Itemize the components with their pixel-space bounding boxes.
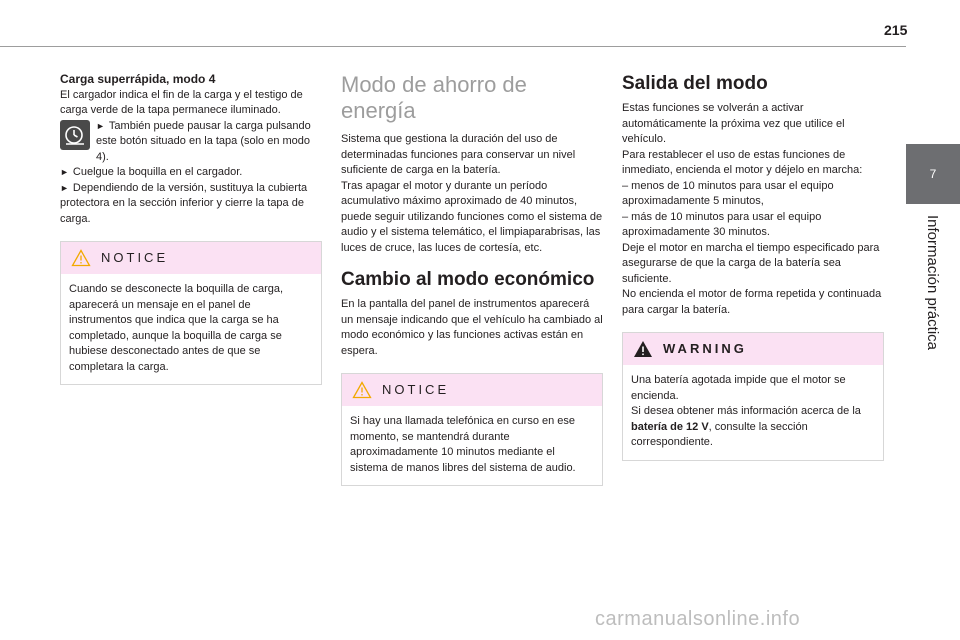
warning-text-reference: Si desea obtener más información acerca de la batería de 12 V, consulte la sección correspondiente. [631, 405, 861, 448]
bullet-text: Dependiendo de la versión, sustituya la cubierta protectora en la sección inferior y cierre la tapa de carga. [60, 181, 308, 225]
column-exit-mode [622, 72, 884, 461]
paragraph: Para restablecer el uso de estas funciones de inmediato, encienda el motor y déjelo en marcha: [622, 148, 863, 176]
bullet-with-icon [60, 119, 322, 166]
bullet-arrow-icon: ► [60, 167, 69, 177]
paragraph: El cargador indica el fin de la carga y el testigo de carga verde de la tapa permanece iluminado. [60, 88, 303, 116]
chapter-title-text: Información práctica [924, 214, 942, 350]
warning-label: WARNING [663, 341, 747, 357]
notice-box [341, 373, 603, 486]
paragraph: Deje el motor en marcha el tiempo especificado para asegurarse de que la carga de la batería sea suficiente. [622, 241, 880, 285]
warning-body [623, 365, 883, 460]
paragraph: En la pantalla del panel de instrumentos aparecerá un mensaje indicando que el vehículo ha cambiado al modo económico y las funciones activas están en espera. [341, 298, 603, 357]
notice-label: NOTICE [101, 250, 169, 266]
bullet-item [60, 165, 322, 181]
paragraph: Tras apagar el motor y durante un período acumulativo máximo aproximado de 40 minutos, puede seguir utilizando funciones como el sistema de audio y el sistema telemático, el limpiaparabrisas, las luces de cruce, las luces de cortesía, etc. [341, 179, 603, 254]
notice-label: NOTICE [382, 382, 450, 398]
paragraph: Estas funciones se volverán a activar automáticamente la próxima vez que utilice el vehículo. [622, 102, 845, 145]
notice-text: Si hay una llamada telefónica en curso en ese momento, se mantendrá durante aproximadamente 10 minutos mediante el sistema de manos libres del sistema de audio. [350, 415, 576, 474]
warning-text: Una batería agotada impide que el motor se encienda. [631, 374, 846, 402]
bullet-arrow-icon: ► [96, 120, 105, 131]
bullet-text: Cuelgue la boquilla en el cargador. [72, 166, 243, 178]
notice-box [60, 241, 322, 385]
section-heading-fast-charge: Carga superrápida, modo 4 [60, 72, 216, 86]
section-heading-energy-saving: Modo de ahorro de energía [341, 72, 527, 123]
chapter-number-tab[interactable]: 7 [906, 144, 960, 204]
warning-box [622, 332, 884, 461]
notice-header [61, 242, 321, 274]
watermark: carmanualsonline.info [595, 608, 801, 630]
bullet-arrow-icon: ► [60, 182, 69, 193]
column-energy-saving [341, 72, 603, 486]
notice-text: Cuando se desconecte la boquilla de carga, aparecerá un mensaje en el panel de instrumentos que indica que la carga se ha completado, aunque la boquilla de carga se hubiese desconectado antes de que se completara la carga. [69, 283, 284, 373]
chapter-title [906, 212, 960, 352]
caution-triangle-icon [352, 381, 372, 399]
section-heading-exit-mode: Salida del modo [622, 73, 768, 94]
caution-triangle-icon [71, 249, 91, 267]
dash-item: – más de 10 minutos para usar el equipo aproximadamente 30 minutos. [622, 210, 822, 238]
bullet-text: También puede pausar la carga pulsando este botón situado en la tapa (solo en modo 4). [96, 119, 311, 163]
warning-triangle-icon [633, 340, 653, 358]
paragraph: No encienda el motor de forma repetida y continuada para cargar la batería. [622, 288, 882, 316]
notice-header [342, 374, 602, 406]
battery-reference: batería de 12 V [631, 420, 709, 433]
section-heading-economy-mode: Cambio al modo económico [341, 269, 595, 290]
page-number: 215 [884, 22, 908, 38]
column-charging [60, 72, 322, 385]
dash-item: – menos de 10 minutos para usar el equipo aproximadamente 5 minutos, [622, 179, 834, 207]
charge-stop-button-icon [60, 120, 90, 150]
warning-header [623, 333, 883, 365]
header-divider [0, 46, 906, 47]
paragraph: Sistema que gestiona la duración del uso de determinadas funciones para conservar un nivel suficiente de carga en la batería. [341, 133, 576, 176]
bullet-item [60, 181, 322, 228]
